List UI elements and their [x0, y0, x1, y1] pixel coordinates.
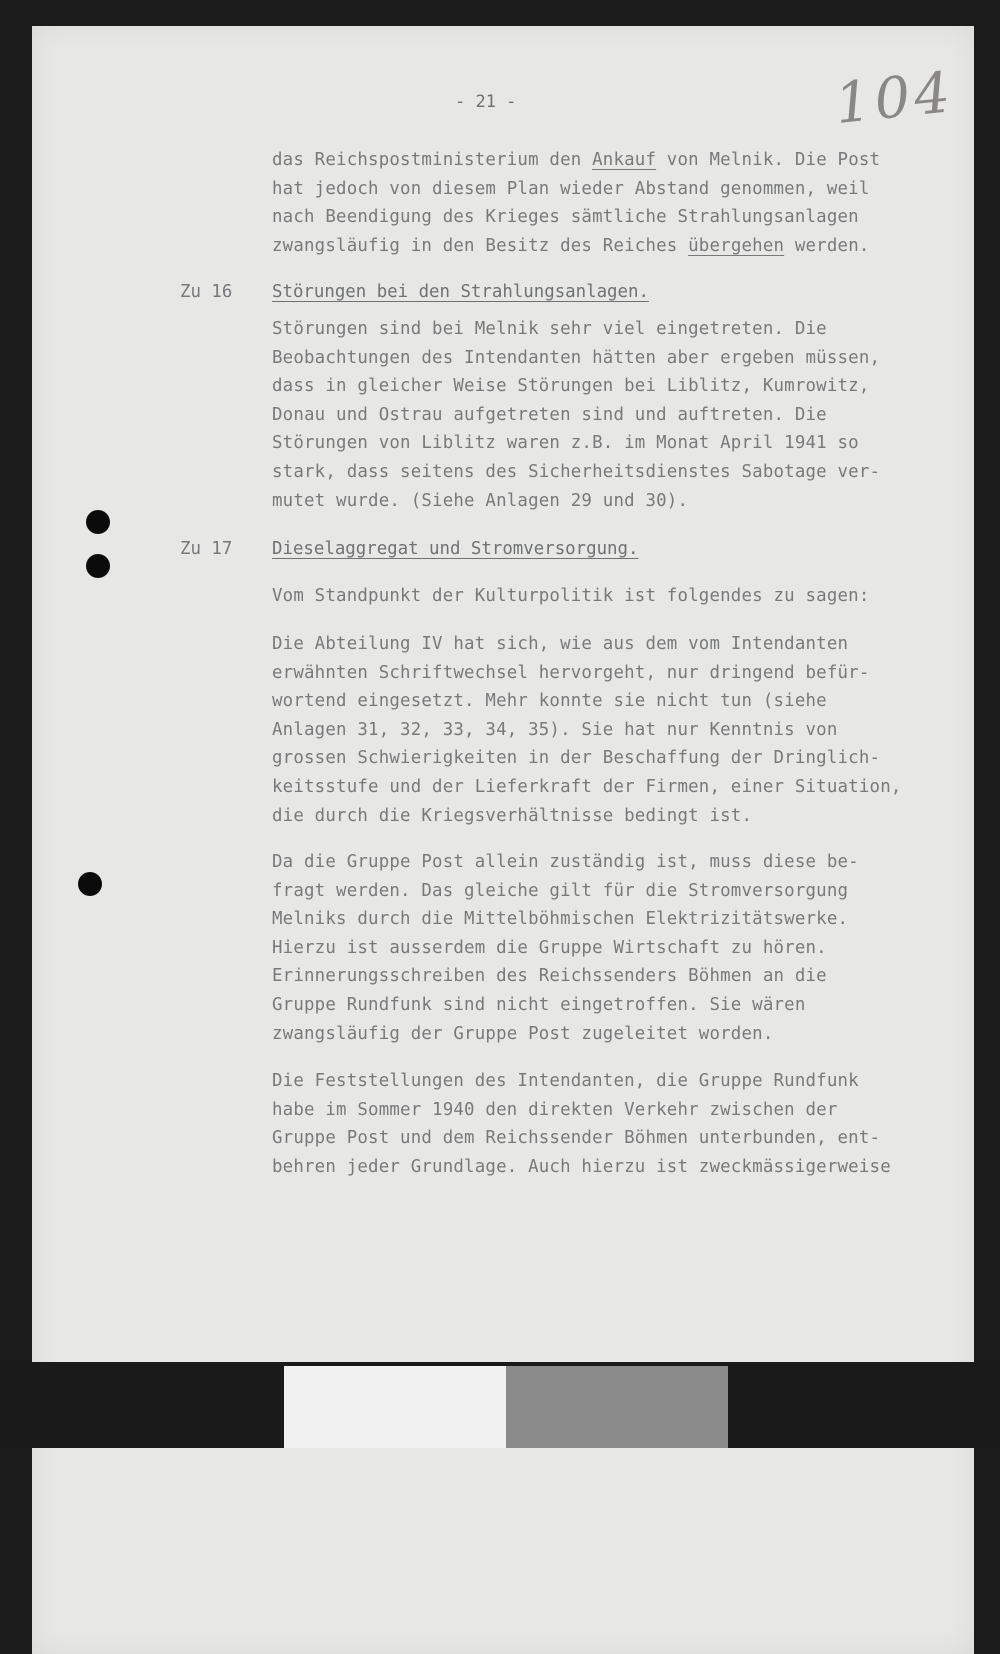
- paragraph-line: keitsstufe und der Lieferkraft der Firmen, einer Situation,: [272, 776, 902, 797]
- color-calibration-white: [284, 1366, 506, 1448]
- paragraph-line: grossen Schwierigkeiten in der Beschaffung der Dringlich-: [272, 748, 881, 769]
- section-17-marker: Zu 17: [180, 539, 233, 559]
- paragraph-line: habe im Sommer 1940 den direkten Verkehr zwischen der: [272, 1099, 838, 1120]
- intro-line-2: hat jedoch von diesem Plan wieder Abstand genommen, weil: [272, 178, 870, 199]
- paragraph-line: Anlagen 31, 32, 33, 34, 35). Sie hat nur Kenntnis von: [272, 719, 838, 740]
- section-16-line: stark, dass seitens des Sicherheitsdienstes Sabotage ver-: [272, 461, 881, 482]
- section-17-paragraph-4: [272, 1067, 972, 1181]
- punch-hole-3: [78, 872, 102, 896]
- section-16-line: dass in gleicher Weise Störungen bei Liblitz, Kumrowitz,: [272, 376, 870, 397]
- intro-line-1: das Reichspostministerium den Ankauf von Melnik. Die Post: [272, 150, 881, 170]
- paragraph-line: Gruppe Post und dem Reichssender Böhmen unterbunden, ent-: [272, 1128, 881, 1149]
- paragraph-line: Erinnerungsschreiben des Reichssenders Böhmen an die: [272, 966, 827, 987]
- paragraph-line: Da die Gruppe Post allein zuständig ist, muss diese be-: [272, 852, 859, 872]
- paragraph-line: fragt werden. Das gleiche gilt für die Stromversorgung: [272, 880, 849, 901]
- paragraph-line: zwangsläufig der Gruppe Post zugeleitet worden.: [272, 1023, 774, 1044]
- color-calibration-gray: [506, 1366, 728, 1448]
- section-17-heading: Dieselaggregat und Stromversorgung.: [272, 539, 639, 559]
- paragraph-line: Melniks durch die Mittelböhmischen Elektrizitätswerke.: [272, 909, 849, 930]
- page-number: - 21 -: [455, 92, 517, 112]
- paragraph-line: Gruppe Rundfunk sind nicht eingetroffen. Sie wären: [272, 994, 806, 1015]
- paragraph-line: Die Feststellungen des Intendanten, die Gruppe Rundfunk: [272, 1071, 859, 1091]
- handwritten-folio-number: 104: [831, 59, 957, 138]
- paragraph-line: Hierzu ist ausserdem die Gruppe Wirtschaft zu hören.: [272, 937, 827, 958]
- section-16-line: mutet wurde. (Siehe Anlagen 29 und 30).: [272, 490, 689, 511]
- intro-line-3: nach Beendigung des Krieges sämtliche Strahlungsanlagen: [272, 207, 859, 228]
- underlined-word-uebergehen: übergehen: [688, 235, 785, 256]
- section-16-body: [272, 315, 972, 515]
- section-17-paragraph-1: Vom Standpunkt der Kulturpolitik ist folgendes zu sagen:: [272, 586, 870, 606]
- punch-hole-2: [86, 554, 110, 578]
- section-17-paragraph-3: [272, 848, 972, 1048]
- intro-line-4: zwangsläufig in den Besitz des Reiches übergehen werden.: [272, 235, 870, 256]
- section-16-marker: Zu 16: [180, 282, 233, 302]
- section-16-line: Störungen sind bei Melnik sehr viel eingetreten. Die: [272, 319, 827, 339]
- paragraph-line: erwähnten Schriftwechsel hervorgeht, nur dringend befür-: [272, 662, 870, 683]
- intro-paragraph: [272, 146, 972, 260]
- paragraph-line: die durch die Kriegsverhältnisse bedingt ist.: [272, 805, 753, 826]
- paragraph-line: behren jeder Grundlage. Auch hierzu ist zweckmässigerweise: [272, 1156, 891, 1177]
- section-17-paragraph-2: [272, 630, 972, 830]
- underlined-word-ankauf: Ankauf: [592, 150, 657, 170]
- section-16-heading: Störungen bei den Strahlungsanlagen.: [272, 282, 649, 302]
- punch-hole-1: [86, 510, 110, 534]
- paragraph-line: wortend eingesetzt. Mehr konnte sie nicht tun (siehe: [272, 691, 827, 712]
- section-16-line: Störungen von Liblitz waren z.B. im Monat April 1941 so: [272, 433, 859, 454]
- paragraph-line: Die Abteilung IV hat sich, wie aus dem vom Intendanten: [272, 634, 849, 654]
- section-16-line: Donau und Ostrau aufgetreten sind und auftreten. Die: [272, 404, 827, 425]
- section-16-line: Beobachtungen des Intendanten hätten aber ergeben müssen,: [272, 347, 881, 368]
